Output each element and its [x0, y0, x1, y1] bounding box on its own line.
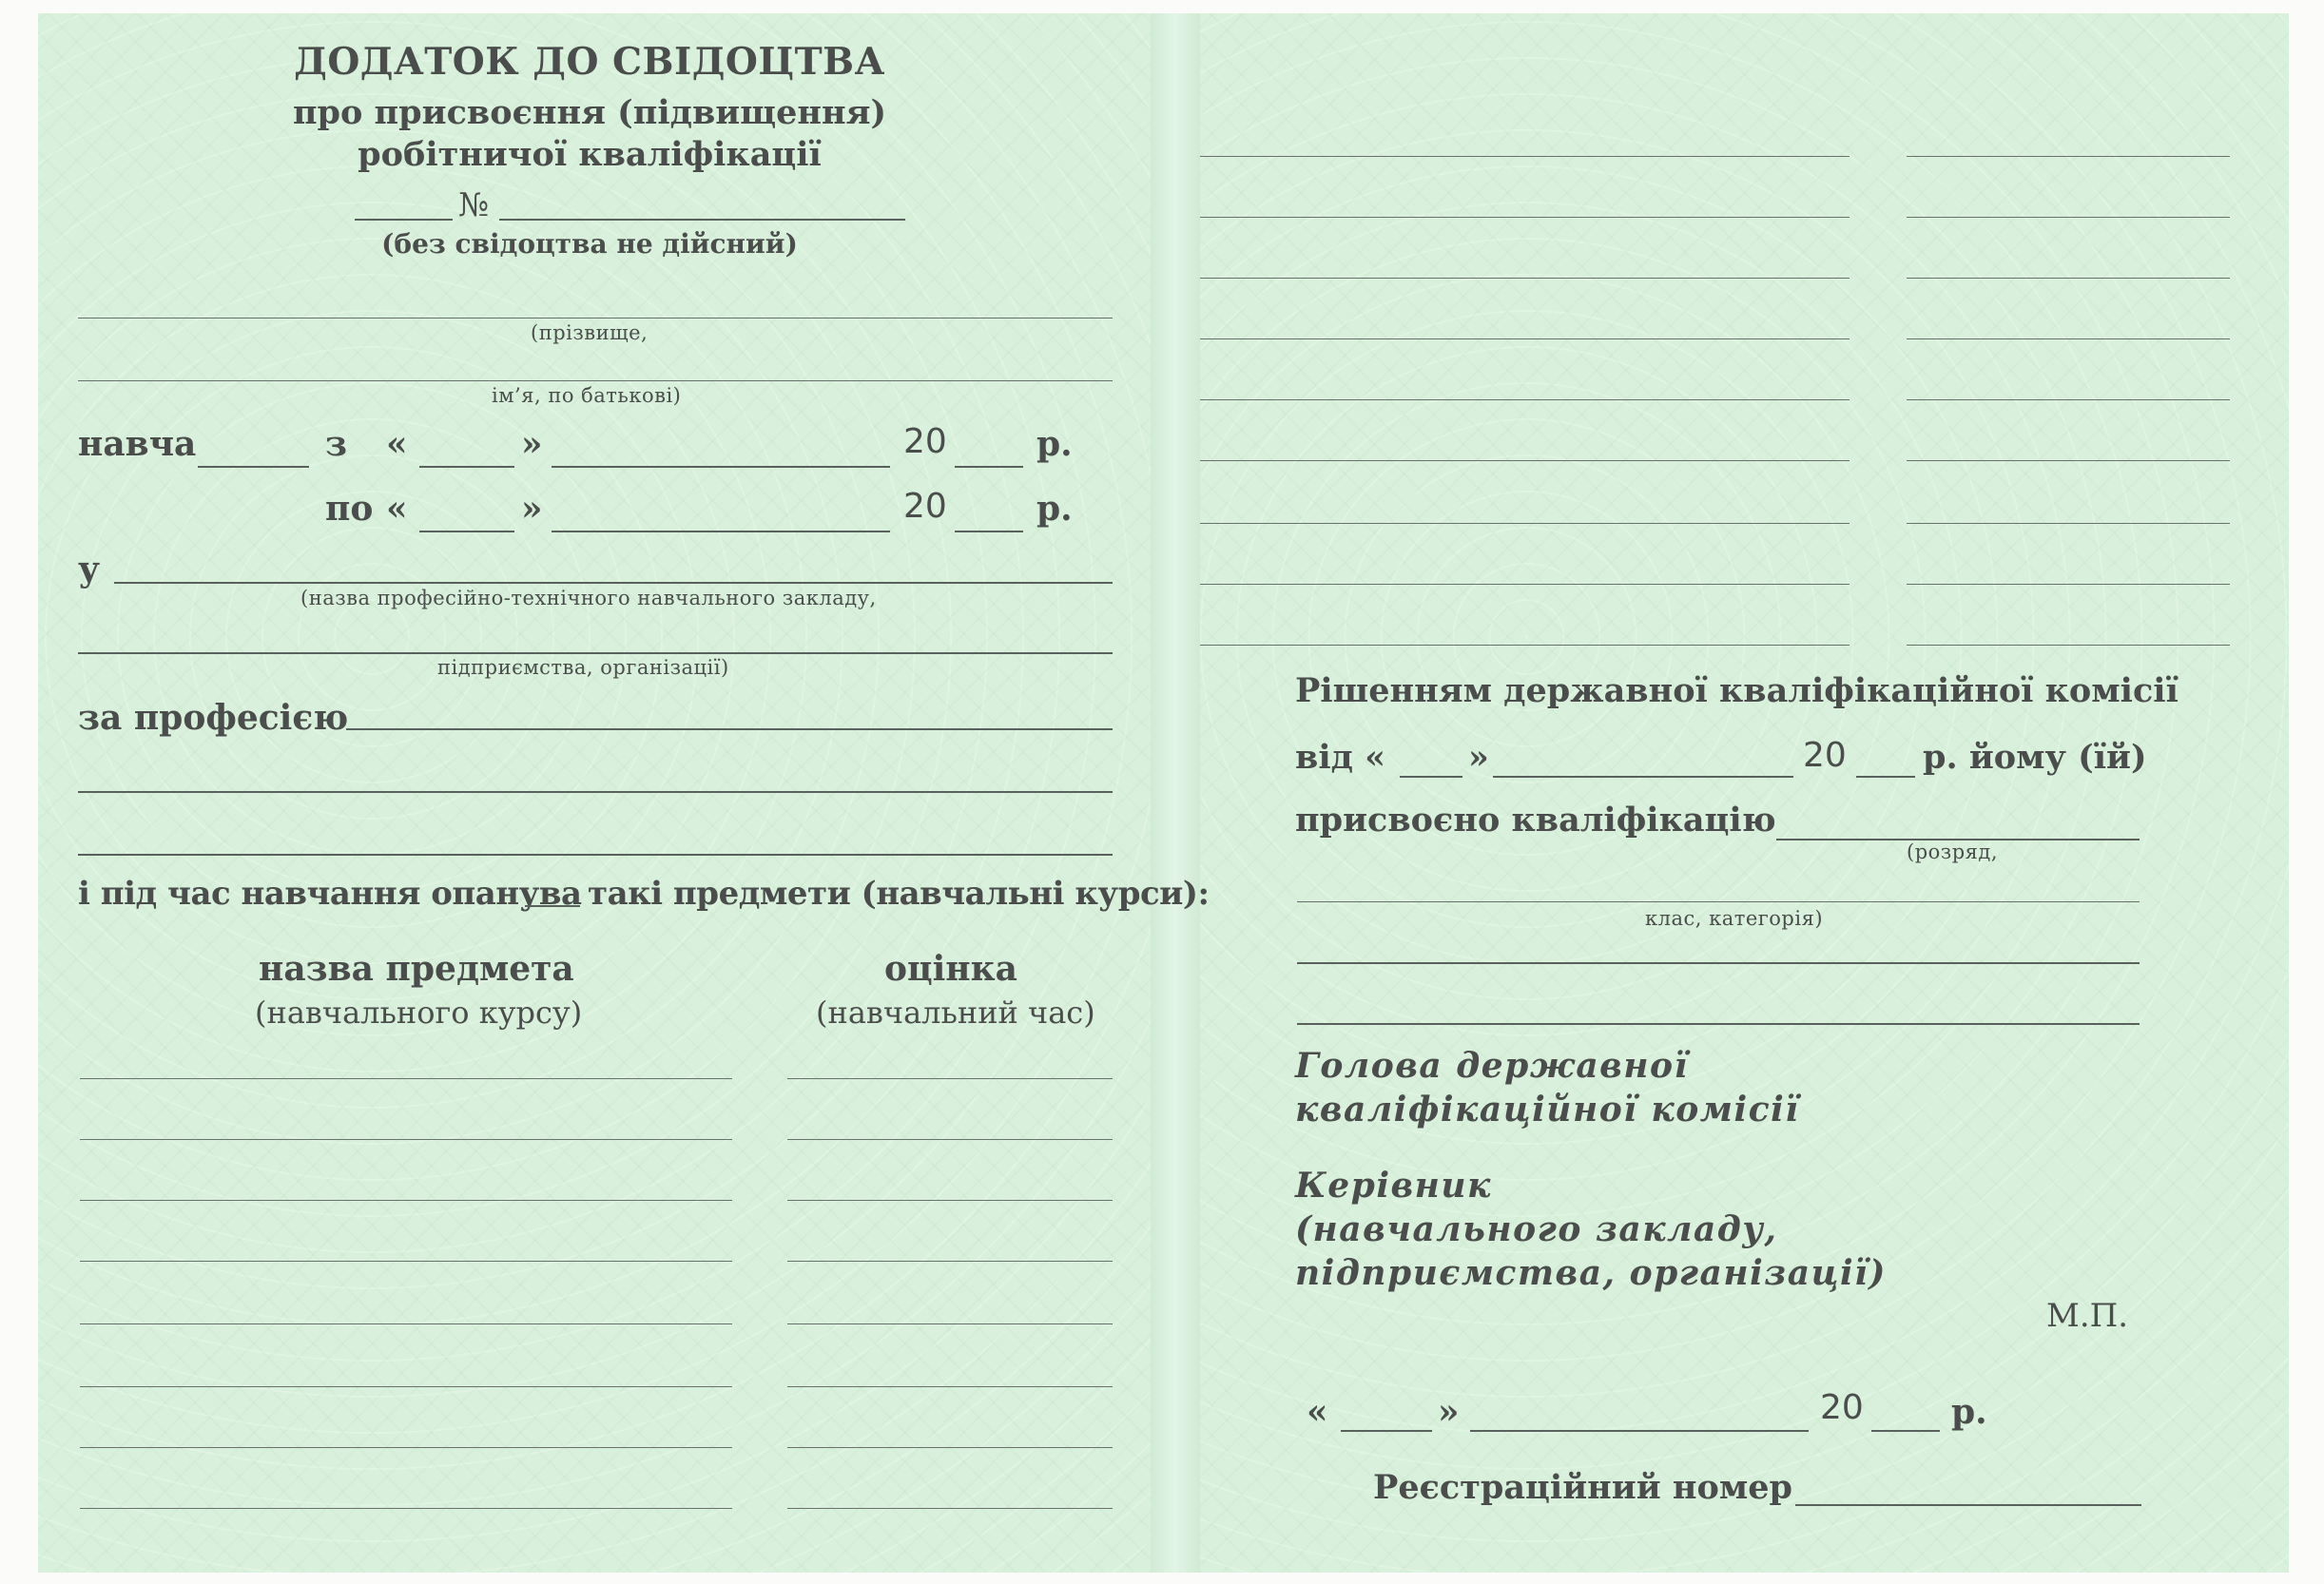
right-grade-row-5[interactable] [1907, 399, 2230, 400]
from-open-quote: « [386, 424, 408, 464]
document-subtitle-2: робітничої кваліфікації [358, 135, 822, 174]
subject-row-1[interactable] [80, 1078, 732, 1079]
right-subject-row-8[interactable] [1200, 584, 1850, 585]
date-day-field[interactable] [1341, 1430, 1432, 1432]
at-label: у [78, 550, 101, 589]
right-subject-row-4[interactable] [1200, 338, 1850, 339]
director-line-2: (навчального закладу, [1295, 1209, 1778, 1249]
from-close-quote: » [521, 424, 543, 464]
qualification-field-3[interactable] [1297, 962, 2140, 964]
from-day-field[interactable] [419, 466, 514, 468]
profession-field-2[interactable] [78, 791, 1113, 793]
from-year-prefix: 20 [903, 422, 947, 461]
from-month-field[interactable] [552, 466, 890, 468]
column-grade-caption: (навчальний час) [816, 995, 1095, 1031]
decision-close-quote: » [1468, 738, 1489, 777]
decision-from-label: від « [1295, 738, 1386, 777]
right-subject-row-5[interactable] [1200, 399, 1850, 400]
subject-row-3[interactable] [80, 1200, 732, 1201]
subject-row-6[interactable] [80, 1386, 732, 1387]
right-subject-row-6[interactable] [1200, 460, 1850, 461]
right-subject-row-9[interactable] [1200, 645, 1850, 646]
caption-enterprise: підприємства, організації) [437, 656, 729, 679]
grade-row-6[interactable] [787, 1386, 1113, 1387]
right-grade-row-6[interactable] [1907, 460, 2230, 461]
right-subject-row-1[interactable] [1200, 156, 1850, 157]
decision-month-field[interactable] [1493, 776, 1793, 778]
right-grade-row-4[interactable] [1907, 338, 2230, 339]
profession-field-3[interactable] [78, 854, 1113, 856]
right-grade-row-7[interactable] [1907, 523, 2230, 524]
studied-ending-field[interactable] [198, 466, 309, 468]
enterprise-field[interactable] [78, 652, 1113, 654]
right-subject-row-3[interactable] [1200, 278, 1850, 279]
decision-year-suffix: р. йому (їй) [1923, 738, 2147, 777]
number-sign: № [458, 186, 490, 224]
decision-year-prefix: 20 [1803, 736, 1847, 775]
decision-text: Рішенням державної кваліфікаційної комісії [1295, 671, 2179, 710]
commission-head-line-2: кваліфікаційної комісії [1295, 1090, 1800, 1130]
from-year-field[interactable] [955, 466, 1023, 468]
grade-row-7[interactable] [787, 1447, 1113, 1448]
right-subject-row-7[interactable] [1200, 523, 1850, 524]
studied-label: навча [78, 424, 197, 464]
column-grade-title: оцінка [884, 949, 1017, 989]
from-year-suffix: р. [1036, 424, 1073, 464]
profession-field[interactable] [346, 728, 1113, 730]
surname-field[interactable] [78, 318, 1113, 319]
subject-row-5[interactable] [80, 1323, 732, 1324]
mastered-text-2: такі предмети (навчальні курси): [588, 875, 1210, 913]
date-year-suffix: р. [1951, 1392, 1987, 1432]
to-close-quote: » [521, 489, 543, 529]
right-page [1200, 13, 2289, 1573]
date-open-quote: « [1307, 1392, 1328, 1432]
right-grade-row-1[interactable] [1907, 156, 2230, 157]
column-subject-caption: (навчального курсу) [255, 995, 583, 1031]
institution-field[interactable] [114, 582, 1113, 584]
grade-row-1[interactable] [787, 1078, 1113, 1079]
to-day-field[interactable] [419, 531, 514, 532]
caption-surname: (прізвище, [531, 321, 649, 344]
stamp-place: М.П. [2046, 1297, 2129, 1335]
subject-row-7[interactable] [80, 1447, 732, 1448]
right-subject-row-2[interactable] [1200, 217, 1850, 218]
grade-row-4[interactable] [787, 1261, 1113, 1262]
grade-row-3[interactable] [787, 1200, 1113, 1201]
grade-row-5[interactable] [787, 1323, 1113, 1324]
director-line-3: підприємства, організації) [1295, 1253, 1887, 1293]
caption-class: клас, категорія) [1645, 907, 1824, 930]
document-subtitle-1: про присвоєння (підвищення) [292, 93, 887, 132]
name-field[interactable] [78, 380, 1113, 381]
to-year-prefix: 20 [903, 487, 947, 526]
subject-row-2[interactable] [80, 1139, 732, 1140]
to-open-quote: « [386, 489, 408, 529]
caption-name: ім’я, по батькові) [492, 384, 682, 407]
grade-row-2[interactable] [787, 1139, 1113, 1140]
subject-row-4[interactable] [80, 1261, 732, 1262]
decision-year-field[interactable] [1856, 776, 1915, 778]
grade-row-8[interactable] [787, 1508, 1113, 1509]
qualification-field-4[interactable] [1297, 1023, 2140, 1025]
to-year-suffix: р. [1036, 489, 1073, 529]
from-label: з [325, 424, 347, 464]
profession-label: за професією [78, 698, 349, 738]
right-grade-row-9[interactable] [1907, 645, 2230, 646]
commission-head-line-1: Голова державної [1295, 1046, 1689, 1086]
caption-grade: (розряд, [1907, 840, 1999, 863]
caption-institution: (назва професійно-технічного навчального закладу, [300, 587, 877, 609]
date-month-field[interactable] [1470, 1430, 1809, 1432]
subject-row-8[interactable] [80, 1508, 732, 1509]
right-grade-row-2[interactable] [1907, 217, 2230, 218]
document-title: ДОДАТОК ДО СВІДОЦТВА [294, 40, 885, 84]
column-subject-title: назва предмета [259, 949, 574, 989]
director-line-1: Керівник [1295, 1166, 1492, 1206]
to-year-field[interactable] [955, 531, 1023, 532]
mastered-text-1: і під час навчання опанува [78, 875, 582, 913]
series-field[interactable] [355, 219, 453, 221]
date-year-prefix: 20 [1820, 1388, 1864, 1427]
mastered-ending-field[interactable] [525, 905, 580, 907]
to-month-field[interactable] [552, 531, 890, 532]
to-label: по [325, 489, 374, 529]
validity-note: (без свідоцтва не дійсний) [381, 228, 798, 260]
decision-day-field[interactable] [1400, 776, 1462, 778]
qualification-field-2[interactable] [1297, 901, 2140, 902]
date-close-quote: » [1438, 1392, 1460, 1432]
date-year-field[interactable] [1871, 1430, 1940, 1432]
right-grade-row-3[interactable] [1907, 278, 2230, 279]
spine-fold [1151, 13, 1200, 1573]
number-field[interactable] [499, 219, 905, 221]
registration-label: Реєстраційний номер [1373, 1468, 1792, 1507]
qualification-label: присвоєно кваліфікацію [1295, 801, 1776, 840]
right-grade-row-8[interactable] [1907, 584, 2230, 585]
registration-number-field[interactable] [1795, 1504, 2141, 1506]
